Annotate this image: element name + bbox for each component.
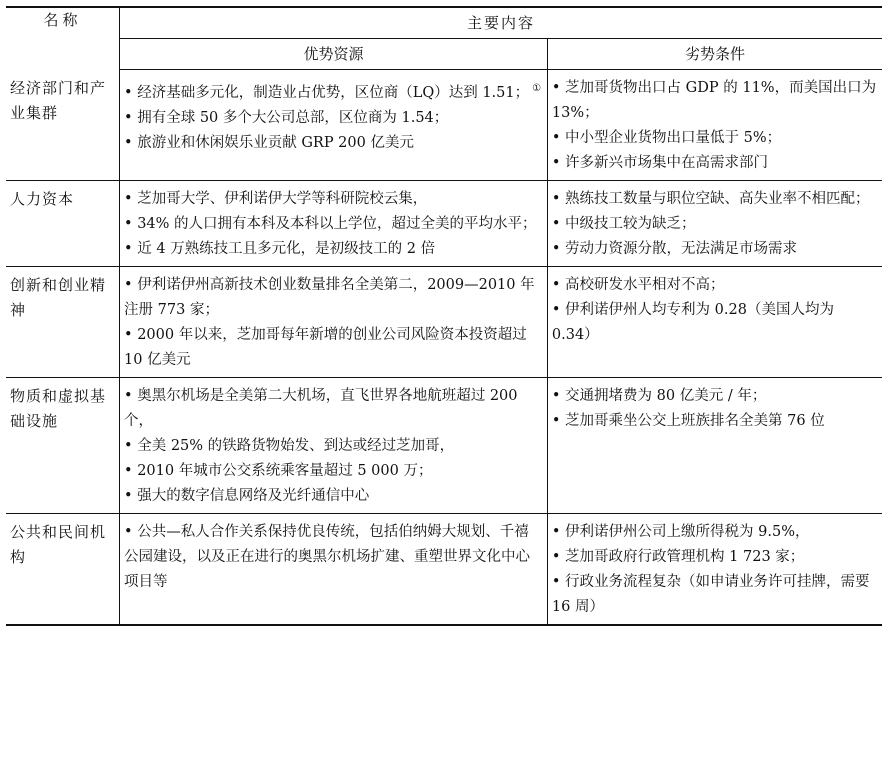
row-name: 公共和民间机构 [6, 514, 120, 626]
list-item: • 拥有全球 50 多个大公司总部，区位商为 1.54； [124, 110, 449, 126]
row-name: 人力资本 [6, 181, 120, 267]
disadvantages-cell [547, 514, 882, 626]
table-row [6, 181, 882, 267]
list-item: • 芝加哥政府行政管理机构 1 723 家； [551, 549, 805, 565]
list-item: • 近 4 万熟练技工且多元化，是初级技工的 2 倍 [124, 241, 436, 257]
list-item: • 旅游业和休闲娱乐业贡献 GRP 200 亿美元 [124, 135, 414, 151]
header-main-content: 主要内容 [120, 7, 882, 39]
list-item: • 伊利诺伊州公司上缴所得税为 9.5%， [551, 524, 810, 540]
list-item: • 劳动力资源分散，无法满足市场需求 [551, 241, 798, 257]
list-item: • 公共—私人合作关系保持优良传统，包括伯纳姆大规划、千禧公园建设，以及正在进行的奥黑尔机场扩建、重塑世界文化中心项目等 [124, 524, 531, 590]
list-item: • 交通拥堵费为 80 亿美元 / 年； [551, 388, 767, 404]
list-item: • 行政业务流程复杂（如申请业务许可挂牌，需要 16 周） [551, 574, 870, 615]
list-item: • 芝加哥货物出口占 GDP 的 11%，而美国出口为 13%； [551, 80, 877, 121]
row-name: 经济部门和产业集群 [6, 70, 120, 181]
advantages-cell [120, 378, 548, 514]
list-item: • 全美 25% 的铁路货物始发、到达或经过芝加哥， [124, 438, 455, 454]
header-name: 名称 [6, 7, 120, 70]
footnote-marker: ① [532, 83, 542, 94]
header-disadvantages: 劣势条件 [547, 39, 882, 70]
list-item: • 许多新兴市场集中在高需求部门 [551, 155, 769, 171]
advantages-cell [120, 267, 548, 378]
list-item: • 中小型企业货物出口量低于 5%； [551, 130, 782, 146]
disadvantages-cell [547, 70, 882, 181]
list-item: • 芝加哥大学、伊利诺伊大学等科研院校云集， [124, 191, 428, 207]
advantages-cell [120, 181, 548, 267]
table-row [6, 70, 882, 181]
advantages-cell [120, 70, 548, 181]
disadvantages-cell [547, 378, 882, 514]
list-item: • 伊利诺伊州高新技术创业数量排名全美第二，2009—2010 年注册 773 家； [124, 277, 535, 318]
advantages-cell [120, 514, 548, 626]
list-item: • 芝加哥乘坐公交上班族排名全美第 76 位 [551, 413, 825, 429]
list-item: • 2010 年城市公交系统乘客量超过 5 000 万； [124, 463, 433, 479]
list-item: • 2000 年以来，芝加哥每年新增的创业公司风险资本投资超过 10 亿美元 [124, 327, 527, 368]
list-item: • 熟练技工数量与职位空缺、高失业率不相匹配； [551, 191, 870, 207]
list-item: • 奥黑尔机场是全美第二大机场，直飞世界各地航班超过 200 个， [124, 388, 518, 429]
list-item: • 高校研发水平相对不高； [551, 277, 725, 293]
header-advantages: 优势资源 [120, 39, 548, 70]
table-row [6, 514, 882, 626]
advantages-disadvantages-table [6, 6, 882, 626]
row-name: 物质和虚拟基础设施 [6, 378, 120, 514]
row-name: 创新和创业精神 [6, 267, 120, 378]
list-item: • 经济基础多元化，制造业占优势，区位商（LQ）达到 1.51； ① [124, 83, 542, 101]
list-item: • 伊利诺伊州人均专利为 0.28（美国人均为 0.34） [551, 302, 834, 343]
table-row [6, 378, 882, 514]
disadvantages-cell [547, 181, 882, 267]
table-row [6, 267, 882, 378]
list-item: • 强大的数字信息网络及光纤通信中心 [124, 488, 370, 504]
list-item: • 34% 的人口拥有本科及本科以上学位，超过全美的平均水平； [124, 216, 537, 232]
list-item: • 中级技工较为缺乏； [551, 216, 696, 232]
disadvantages-cell [547, 267, 882, 378]
